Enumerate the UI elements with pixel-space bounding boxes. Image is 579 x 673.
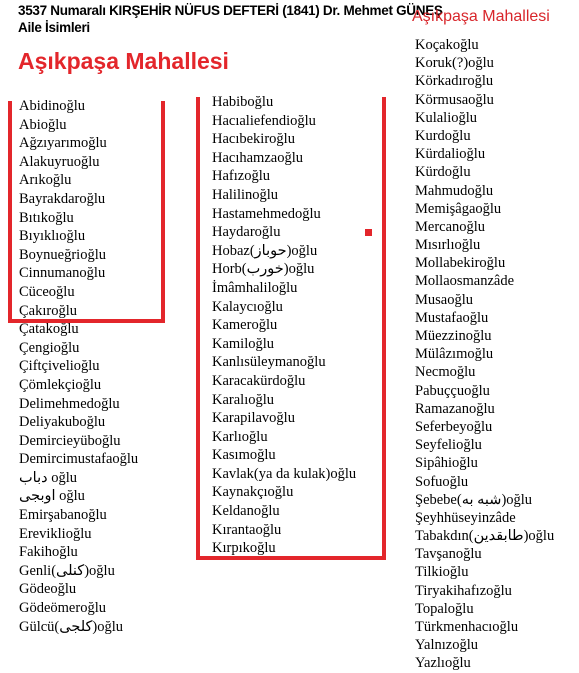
surname-item: Çengioğlu xyxy=(19,339,80,356)
surname-item: Delimehmedoğlu xyxy=(19,395,120,412)
document-header xyxy=(18,2,443,36)
surname-item: Hastamehmedoğlu xyxy=(212,205,321,222)
surname-item: Fakihoğlu xyxy=(19,544,78,561)
surname-item: Gödeoğlu xyxy=(19,581,77,598)
surname-item: Tabakdın(طابقدين)oğlu xyxy=(415,528,555,545)
surname-item: Kırpıkoğlu xyxy=(212,540,276,557)
surname-item: Hobaz(حوباز)oğlu xyxy=(212,242,318,259)
surname-item: Bayrakdaroğlu xyxy=(19,190,106,207)
surname-item: Ereviklioğlu xyxy=(19,525,92,542)
surname-item: Kaynakçıoğlu xyxy=(212,484,294,501)
surname-item: Mahmudoğlu xyxy=(415,182,494,199)
top-right-label: Aşıkpaşa Mahallesi xyxy=(412,8,550,25)
surname-item: Yazlıoğlu xyxy=(415,655,471,672)
surname-item: Karalıoğlu xyxy=(212,391,275,408)
surname-item: Bıtıkoğlu xyxy=(19,209,74,226)
surname-item: Kavlak(ya da kulak)oğlu xyxy=(212,465,357,482)
surname-item: Mülâzımoğlu xyxy=(415,346,494,363)
surname-item: Emirşabanoğlu xyxy=(19,507,107,524)
surname-item: Mollabekiroğlu xyxy=(415,255,506,272)
surname-item: Şeyhhüseyinzâde xyxy=(415,509,516,526)
surname-item: Necmoğlu xyxy=(415,364,476,381)
surname-item: Memişâgaoğlu xyxy=(415,200,502,217)
surname-item: Abioğlu xyxy=(19,116,67,133)
surname-item: Kurdoğlu xyxy=(415,127,471,144)
surname-item: Gülcü(كلجى)oğlu xyxy=(19,618,124,635)
surname-item: Horb(خورب)oğlu xyxy=(212,261,315,278)
surname-item: Hacıaliefendioğlu xyxy=(212,112,316,129)
red-marker xyxy=(365,229,372,236)
surname-item: Tilkioğlu xyxy=(415,564,469,581)
surname-item: Deliyakuboğlu xyxy=(19,414,106,431)
surname-item: Mercanoğlu xyxy=(415,218,486,235)
surname-item: Seferbeyoğlu xyxy=(415,418,493,435)
surname-item: Ramazanoğlu xyxy=(415,400,495,417)
surname-item: Kamiloğlu xyxy=(212,335,275,352)
surname-item: İmâmhaliloğlu xyxy=(212,279,298,296)
surname-item: Mısırlıoğlu xyxy=(415,237,481,254)
section-title: Aşıkpaşa Mahallesi xyxy=(18,48,229,74)
surname-item: Seyfelioğlu xyxy=(415,437,482,454)
surname-item: Tavşanoğlu xyxy=(415,546,482,563)
surname-item: Tiryakihafızoğlu xyxy=(415,582,512,599)
surname-item: Sofuoğlu xyxy=(415,473,469,490)
surname-item: Çiftçivelioğlu xyxy=(19,358,100,375)
surname-item: Kameroğlu xyxy=(212,317,278,334)
surname-item: Bıyıklıoğlu xyxy=(19,228,86,245)
surname-item: Genli(كنلی)oğlu xyxy=(19,562,115,579)
surname-item: Cinnumanoğlu xyxy=(19,265,106,282)
surname-item: Demircimustafaoğlu xyxy=(19,451,139,468)
surname-item: Haydaroğlu xyxy=(212,224,281,241)
surname-item: Abidinoğlu xyxy=(19,98,86,114)
surname-column-3 xyxy=(415,36,554,673)
surname-item: Boynueğrioğlu xyxy=(19,246,106,263)
surname-item: Mustafaoğlu xyxy=(415,309,489,326)
surname-item: Kasımoğlu xyxy=(212,447,276,464)
surname-item: Habiboğlu xyxy=(212,94,274,110)
surname-item: Pabuççuoğlu xyxy=(415,382,490,399)
surname-item: دباب oğlu xyxy=(19,469,77,486)
surname-item: Çatakoğlu xyxy=(19,321,79,338)
surname-item: Keldanoğlu xyxy=(212,503,280,520)
surname-item: Kürdalioğlu xyxy=(415,146,486,163)
surname-item: Demircieyüboğlu xyxy=(19,432,121,449)
surname-item: Topaloğlu xyxy=(415,600,474,617)
surname-item: Kırantaoğlu xyxy=(212,521,282,538)
surname-item: Koruk(?)oğlu xyxy=(415,55,494,72)
surname-item: Arıkoğlu xyxy=(19,172,72,189)
surname-item: Halilinoğlu xyxy=(212,186,279,203)
surname-item: Müezzinoğlu xyxy=(415,328,492,344)
surname-item: Körmusaoğlu xyxy=(415,91,494,108)
surname-item: Türkmenhacıoğlu xyxy=(415,619,519,635)
surname-item: Çakıroğlu xyxy=(19,302,77,319)
surname-item: Musaoğlu xyxy=(415,291,473,308)
surname-column-2 xyxy=(212,93,356,558)
surname-item: Karacakürdoğlu xyxy=(212,372,306,389)
surname-item: Mollaosmanzâde xyxy=(415,273,515,290)
surname-item: Kürdoğlu xyxy=(415,164,471,181)
surname-item: Yalnızoğlu xyxy=(415,637,478,654)
surname-item: Cüceoğlu xyxy=(19,283,75,300)
header-title: 3537 Numaralı KIRŞEHİR NÜFUS DEFTERİ (1841) Dr. Mehmet GÜNEŞ xyxy=(18,3,443,18)
surname-item: Körkadıroğlu xyxy=(415,73,494,90)
surname-item: Hacıbekiroğlu xyxy=(212,131,295,148)
surname-item: Gödeömeroğlu xyxy=(19,600,106,617)
surname-item: Sipâhioğlu xyxy=(415,455,478,472)
surname-item: Kanlısüleymanoğlu xyxy=(212,354,326,371)
surname-item: Şebebe(شبه به)oğlu xyxy=(415,491,533,508)
surname-item: Kalaycıoğlu xyxy=(212,298,283,315)
surname-item: Çömlekçioğlu xyxy=(19,376,102,393)
surname-item: Karlıoğlu xyxy=(212,428,268,445)
surname-item: Koçakoğlu xyxy=(415,37,479,53)
surname-item: Ağzıyarımoğlu xyxy=(19,135,107,152)
surname-item: اوبجى oğlu xyxy=(19,488,85,505)
header-subtitle: Aile İsimleri xyxy=(18,20,90,35)
surname-item: Hacıhamzaoğlu xyxy=(212,149,303,166)
surname-column-1 xyxy=(19,97,138,636)
surname-item: Alakuyruoğlu xyxy=(19,153,100,170)
surname-item: Karapilavoğlu xyxy=(212,410,295,427)
surname-item: Kulalioğlu xyxy=(415,109,478,126)
surname-item: Hafızoğlu xyxy=(212,168,270,185)
